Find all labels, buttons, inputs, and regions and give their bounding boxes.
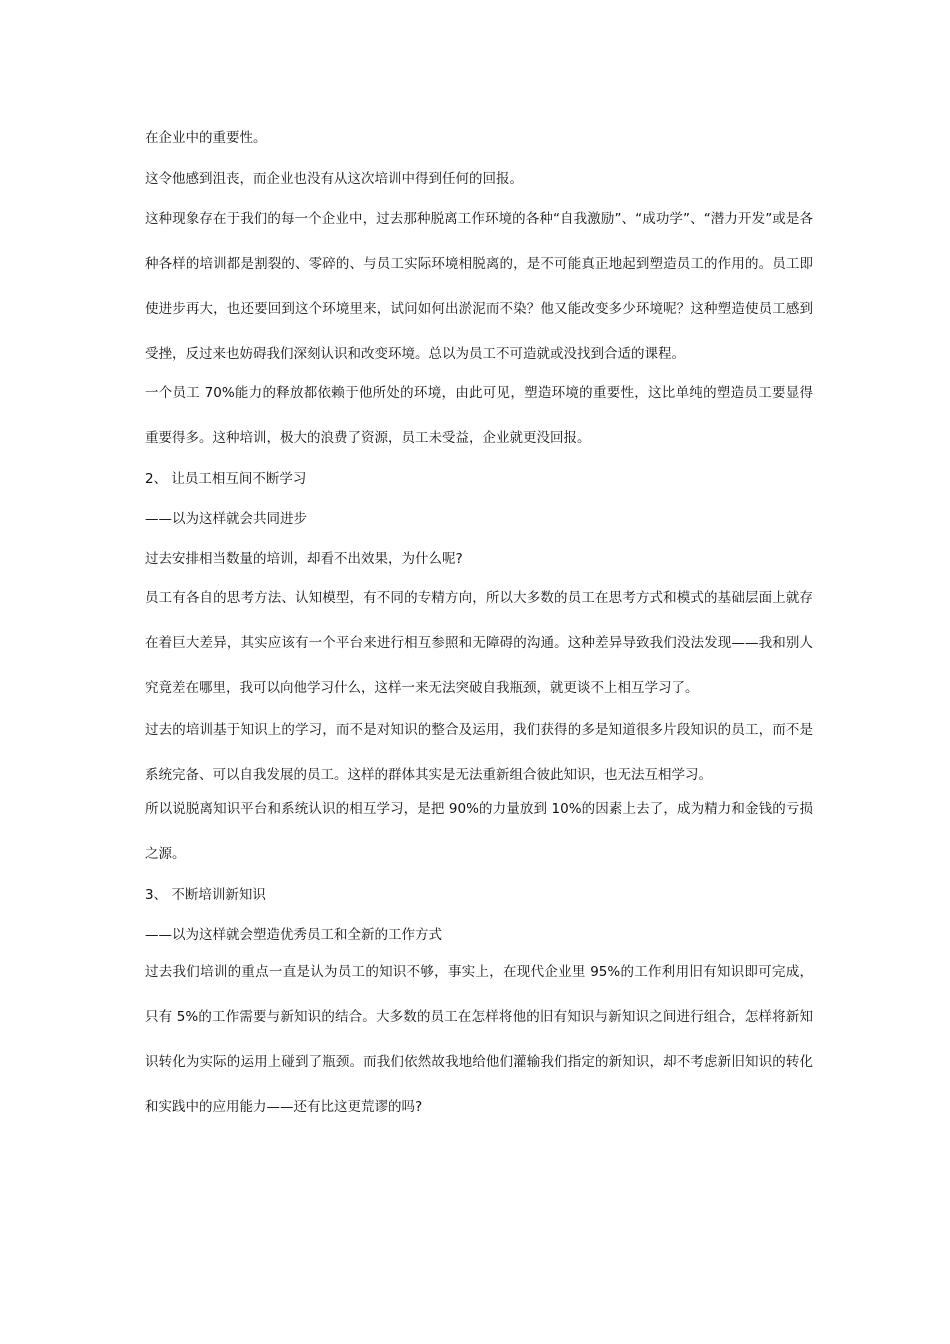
paragraph: 这种现象存在于我们的每一个企业中，过去那种脱离工作环境的各种“自我激励”、“成功学”、“潜力开发”或是各种各样的培训都是割裂的、零碎的、与员工实际环境相脱离的，是不可能真正地起到塑造员工的作用的。员工即使进步再大，也还要回到这个环境里来，试问如何出淤泥而不染？他又能改变多少环境呢？这种塑造使员工感到受挫，反过来也妨碍我们深刻认识和改变环境。总以为员工不可造就或没找到合适的课程。	[145, 211, 813, 362]
document-body	[145, 128, 813, 1130]
paragraph: 在企业中的重要性。	[145, 130, 267, 146]
paragraph: 过去安排相当数量的培训，却看不出效果，为什么呢?	[145, 551, 463, 567]
paragraph: 过去我们培训的重点一直是认为员工的知识不够，事实上，在现代企业里 95%的工作利用旧有知识即可完成，只有 5%的工作需要与新知识的结合。大多数的员工在怎样将他的旧有知识与新知识之间进行组合，怎样将新知识转化为实际的运用上碰到了瓶颈。而我们依然故我地给他们灌输我们指定的新知识，却不考虑新旧知识的转化和实践中的应用能力——还有比这更荒谬的吗?	[145, 964, 813, 1115]
paragraph: 一个员工 70%能力的释放都依赖于他所处的环境，由此可见，塑造环境的重要性，这比单纯的塑造员工要显得重要得多。这种培训，极大的浪费了资源，员工未受益，企业就更没回报。	[145, 385, 813, 446]
section-heading: 2、 让员工相互间不断学习	[145, 471, 307, 487]
paragraph: 这令他感到沮丧，而企业也没有从这次培训中得到任何的回报。	[145, 171, 523, 187]
paragraph: 过去的培训基于知识上的学习，而不是对知识的整合及运用，我们获得的多是知道很多片段知识的员工，而不是系统完备、可以自我发展的员工。这样的群体其实是无法重新组合彼此知识，也无法互相学习。	[145, 722, 813, 783]
section-subheading: ——以为这样就会塑造优秀员工和全新的工作方式	[145, 927, 442, 943]
paragraph: 所以说脱离知识平台和系统认识的相互学习，是把 90%的力量放到 10%的因素上去了，成为精力和金钱的亏损之源。	[145, 801, 813, 862]
section-subheading: ——以为这样就会共同进步	[145, 511, 307, 527]
paragraph: 员工有各自的思考方法、认知模型，有不同的专精方向，所以大多数的员工在思考方式和模式的基础层面上就存在着巨大差异，其实应该有一个平台来进行相互参照和无障碍的沟通。这种差异导致我们没法发现——我和别人究竟差在哪里，我可以向他学习什么，这样一来无法突破自我瓶颈，就更谈不上相互学习了。	[145, 590, 813, 696]
section-heading: 3、 不断培训新知识	[145, 887, 266, 903]
